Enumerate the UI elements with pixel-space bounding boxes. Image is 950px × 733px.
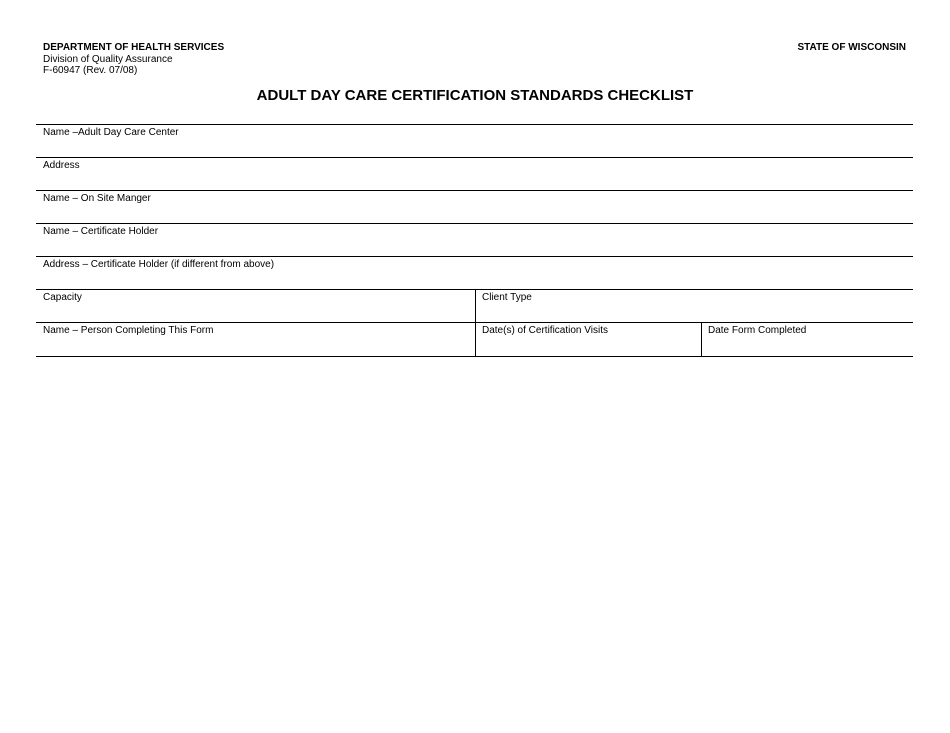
form-row-center-name <box>36 124 913 157</box>
person-completing-label: Name – Person Completing This Form <box>43 325 214 336</box>
form-number: F-60947 (Rev. 07/08) <box>43 65 138 76</box>
person-completing-value[interactable] <box>43 337 475 351</box>
person-completing-field[interactable] <box>36 323 475 356</box>
department-name: DEPARTMENT OF HEALTH SERVICES <box>43 42 225 53</box>
center-name-field[interactable] <box>36 125 913 157</box>
form-row-completion <box>36 322 913 357</box>
center-name-label: Name –Adult Day Care Center <box>43 127 179 138</box>
address-label: Address <box>43 160 80 171</box>
address-field[interactable] <box>36 158 913 190</box>
capacity-label: Capacity <box>43 292 82 303</box>
client-type-field[interactable] <box>475 290 913 322</box>
client-type-label: Client Type <box>482 292 532 303</box>
holder-address-label: Address – Certificate Holder (if different from above) <box>43 259 275 270</box>
holder-address-field[interactable] <box>36 257 913 289</box>
date-completed-value[interactable] <box>708 337 913 351</box>
client-type-value[interactable] <box>482 304 913 318</box>
visit-dates-field[interactable] <box>475 323 701 356</box>
form-row-on-site-manager <box>36 190 913 223</box>
form-row-certificate-holder <box>36 223 913 256</box>
state-name: STATE OF WISCONSIN <box>797 42 906 53</box>
capacity-field[interactable] <box>36 290 475 322</box>
on-site-manager-label: Name – On Site Manger <box>43 193 151 204</box>
capacity-value[interactable] <box>43 304 475 318</box>
document-title: ADULT DAY CARE CERTIFICATION STANDARDS CHECKLIST <box>256 87 694 104</box>
on-site-manager-field[interactable] <box>36 191 913 223</box>
visit-dates-label: Date(s) of Certification Visits <box>482 325 608 336</box>
address-value[interactable] <box>43 172 913 186</box>
date-completed-field[interactable] <box>701 323 913 356</box>
certificate-holder-value[interactable] <box>43 238 913 252</box>
date-completed-label: Date Form Completed <box>708 325 807 336</box>
certificate-holder-field[interactable] <box>36 224 913 256</box>
form-row-capacity-client-type <box>36 289 913 322</box>
form-row-holder-address <box>36 256 913 289</box>
holder-address-value[interactable] <box>43 271 913 285</box>
visit-dates-value[interactable] <box>482 337 701 351</box>
certificate-holder-label: Name – Certificate Holder <box>43 226 159 237</box>
identification-form <box>36 124 913 357</box>
form-row-address <box>36 157 913 190</box>
center-name-value[interactable] <box>43 139 913 153</box>
on-site-manager-value[interactable] <box>43 205 913 219</box>
division-name: Division of Quality Assurance <box>43 54 173 65</box>
